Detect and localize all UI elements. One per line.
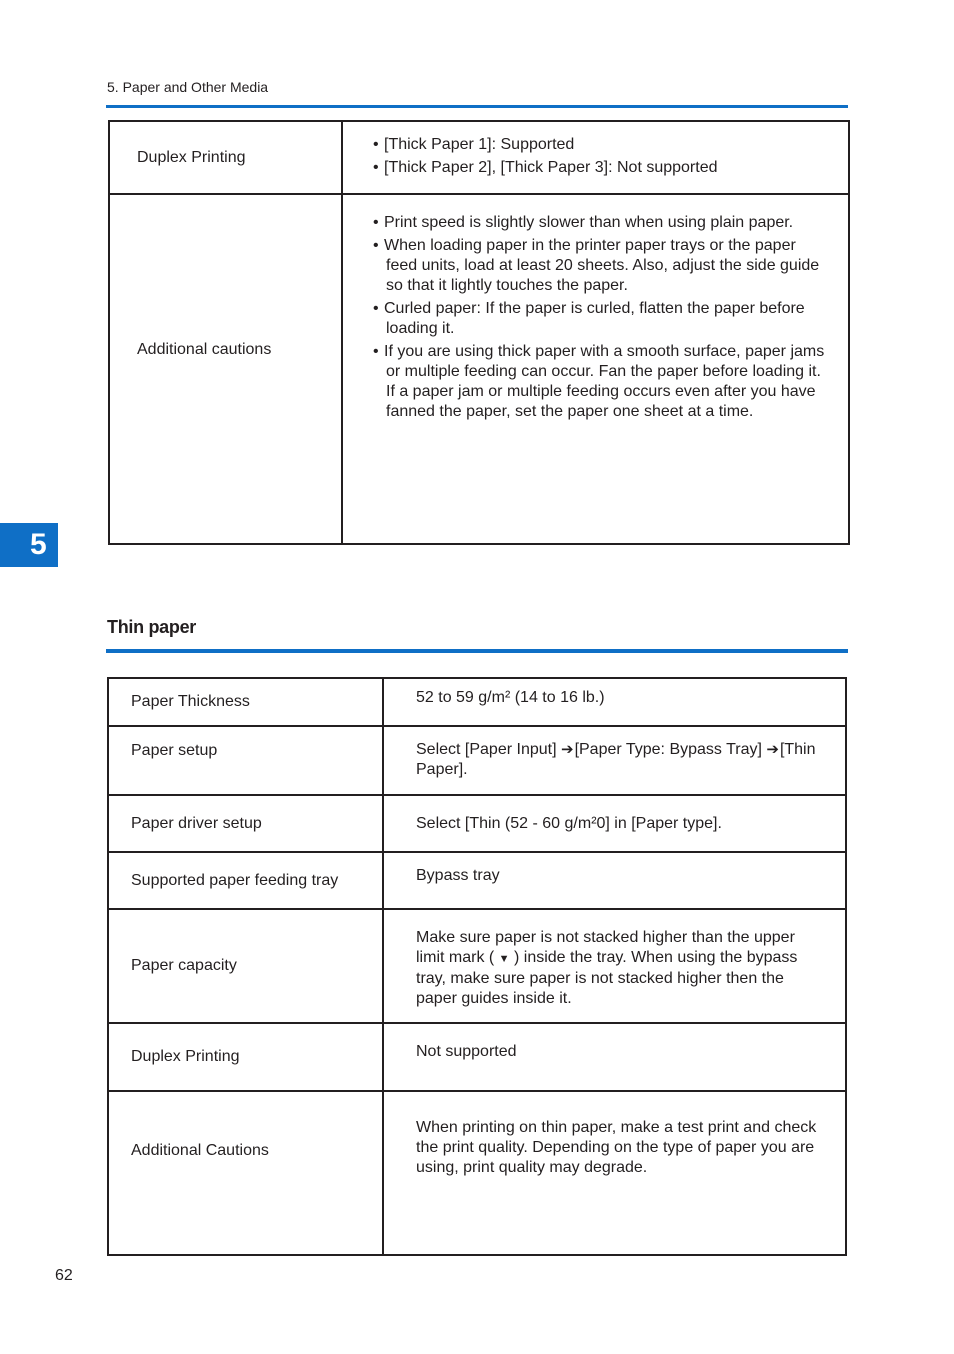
thin-paper-table	[107, 677, 847, 1256]
row-label-duplex-printing: Duplex Printing	[108, 1023, 383, 1091]
table-row	[108, 678, 846, 726]
section-title: Thin paper	[107, 617, 197, 637]
table-row	[108, 1091, 846, 1255]
section-rule	[106, 649, 848, 653]
row-value-paper-capacity	[383, 909, 846, 1023]
list-item: • Print speed is slightly slower than when using plain paper.	[371, 213, 828, 233]
table-row	[109, 121, 849, 194]
table-row	[108, 1023, 846, 1091]
capacity-text: ) inside the tray. When using the bypass tray, make sure paper is not stacked higher then the paper guides inside it.	[416, 949, 798, 1007]
table-row	[108, 852, 846, 909]
arrow-right-icon: ➔	[560, 741, 574, 758]
setup-text: [Thin Paper].	[416, 741, 816, 778]
row-label-additional-cautions: Additional Cautions	[108, 1091, 383, 1255]
row-label-paper-setup: Paper setup	[108, 726, 383, 795]
upper-limit-mark-icon: ▼	[498, 953, 510, 965]
row-label-additional-cautions: Additional cautions	[109, 194, 342, 544]
row-value-duplex-printing: Not supported	[383, 1023, 846, 1091]
chapter-tab	[0, 523, 58, 567]
row-label-supported-tray: Supported paper feeding tray	[108, 852, 383, 909]
page-number: 62	[55, 1267, 73, 1284]
row-label-paper-thickness: Paper Thickness	[108, 678, 383, 726]
header-rule	[106, 105, 848, 108]
row-value-paper-setup	[383, 726, 846, 795]
row-value-additional-cautions: When printing on thin paper, make a test print and check the print quality. Depending on the type of paper you are using, print quality may degrade.	[383, 1091, 846, 1255]
table-row	[108, 795, 846, 852]
setup-text: [Paper Type: Bypass Tray]	[574, 741, 767, 758]
capacity-text: Make sure paper is not stacked higher than the upper limit mark (	[416, 929, 795, 966]
row-value-duplex-printing	[342, 121, 849, 194]
row-label-paper-driver-setup: Paper driver setup	[108, 795, 383, 852]
arrow-right-icon: ➔	[766, 741, 779, 758]
chapter-number: 5	[30, 528, 47, 561]
row-value-additional-cautions	[342, 194, 849, 544]
row-value-supported-tray: Bypass tray	[383, 852, 846, 909]
list-item: • Curled paper: If the paper is curled, flatten the paper before loading it.	[371, 299, 828, 339]
row-label-paper-capacity: Paper capacity	[108, 909, 383, 1023]
thick-paper-table	[108, 120, 850, 545]
row-label-duplex-printing: Duplex Printing	[109, 121, 342, 194]
table-row	[108, 726, 846, 795]
running-header: 5. Paper and Other Media	[107, 79, 269, 95]
list-item: • If you are using thick paper with a smooth surface, paper jams or multiple feeding can occur. Fan the paper before loading it. If a paper jam or multiple feeding occurs even after you have fanned the paper, set the paper one sheet at a time.	[371, 342, 828, 422]
list-item: • When loading paper in the printer paper trays or the paper feed units, load at least 20 sheets. Also, adjust the side guide so that it lightly touches the paper.	[371, 236, 828, 296]
table-row	[108, 909, 846, 1023]
setup-text: Select [Paper Input]	[416, 741, 561, 758]
list-item: • [Thick Paper 2], [Thick Paper 3]: Not supported	[371, 158, 828, 178]
row-value-paper-thickness: 52 to 59 g/m² (14 to 16 lb.)	[383, 678, 846, 726]
list-item: • [Thick Paper 1]: Supported	[371, 135, 828, 155]
table-row	[109, 194, 849, 544]
row-value-paper-driver-setup: Select [Thin (52 - 60 g/m²0] in [Paper type].	[383, 795, 846, 852]
